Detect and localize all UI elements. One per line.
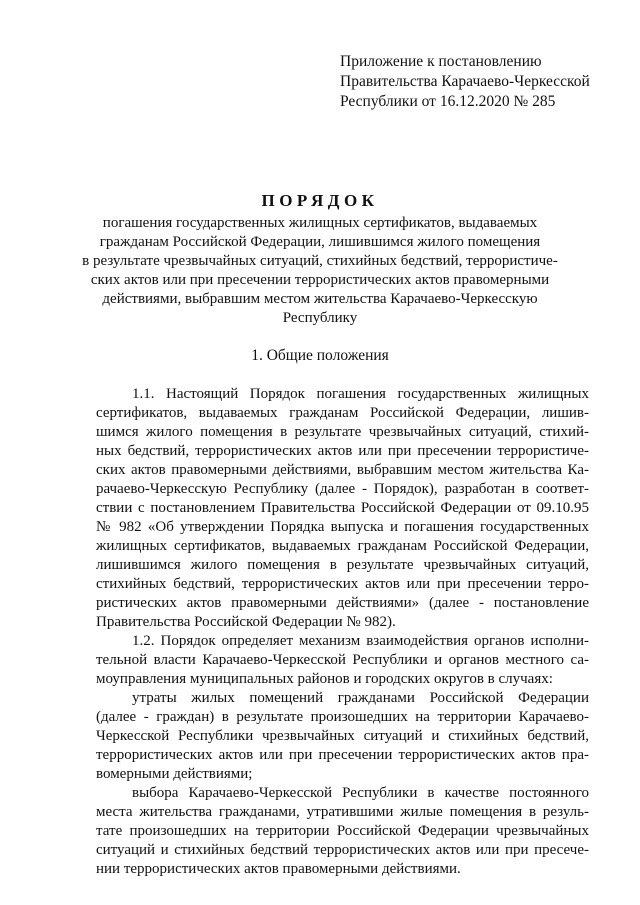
paragraph-line: жилищных сертификатов, выдаваемых гражданам Российской Федерации, — [96, 538, 589, 554]
paragraph-line: 1.1. Настоящий Порядок погашения государственных жилищных — [132, 386, 589, 402]
paragraph-line: сертификатов, выдаваемых гражданам Российской Федерации, лишив- — [96, 405, 589, 421]
section-heading: 1. Общие положения — [251, 347, 389, 364]
paragraph-line: ных бедствий, террористических актов или при пресечении террористиче- — [96, 443, 589, 459]
subtitle-line: действиями, выбравшим местом жительства Карачаево-Черкесскую — [102, 291, 538, 307]
appendix-line-3: Республики от 16.12.2020 № 285 — [340, 93, 556, 110]
paragraph-line: места жительства гражданами, утратившими жилые помещения в резуль- — [96, 804, 589, 820]
paragraph-line: вомерными действиями; — [96, 766, 253, 782]
subtitle-line: ских актов или при пресечении террористических актов правомерными — [90, 272, 550, 288]
paragraph-line: выбора Карачаево-Черкесской Республики в качестве постоянного — [132, 785, 589, 801]
paragraph-line: ствии с постановлением Правительства Российской Федерации от 09.10.95 — [96, 500, 589, 516]
paragraph-line: моуправления муниципальных районов и городских округов в случаях: — [96, 671, 553, 687]
document-title: ПОРЯДОК — [261, 191, 379, 210]
paragraph-line: стихийных бедствий, террористических актов или при пресечении терро- — [96, 576, 589, 592]
paragraph-line: (далее - граждан) в результате произошедших на территории Карачаево- — [96, 709, 589, 725]
subtitle-line: погашения государственных жилищных сертификатов, выдаваемых — [102, 215, 538, 231]
appendix-line-2: Правительства Карачаево-Черкесской — [340, 73, 590, 90]
paragraph-line: № 982 «Об утверждении Порядка выпуска и погашения государственных — [96, 519, 589, 535]
paragraph-line: Черкесской Республики чрезвычайных ситуаций и стихийных бедствий, — [96, 728, 589, 744]
paragraph-line: ситуаций и стихийных бедствий террористических актов или при пресече- — [96, 842, 589, 858]
paragraph-line: нии террористических актов правомерными действиями. — [96, 861, 461, 877]
paragraph-line: тельной власти Карачаево-Черкесской Республики и органов местного са- — [96, 652, 589, 668]
paragraph-line: 1.2. Порядок определяет механизм взаимодействия органов исполни- — [132, 633, 589, 649]
paragraph-line: тате произошедших на территории Российской Федерации чрезвычайных — [96, 823, 589, 839]
subtitle-line: гражданам Российской Федерации, лишившимся жилого помещения — [99, 234, 541, 250]
paragraph-line: ристических актов правомерными действиями» (далее - постановление — [96, 595, 589, 611]
appendix-line-1: Приложение к постановлению — [340, 53, 542, 70]
paragraph-line: Правительства Российской Федерации № 982). — [96, 614, 396, 630]
paragraph-line: утраты жилых помещений гражданами Российской Федерации — [132, 690, 589, 706]
subtitle-line: Республику — [282, 310, 358, 326]
paragraph-line: рачаево-Черкесскую Республику (далее - Порядок), разработан в соответ- — [96, 481, 589, 497]
paragraph-line: шимся жилого помещения в результате чрезвычайных ситуаций, стихий- — [96, 424, 589, 440]
paragraph-line: лишившимся жилого помещения в результате чрезвычайных ситуаций, — [96, 557, 589, 573]
paragraph-line: террористических актов или при пресечении террористических актов пра- — [96, 747, 589, 763]
subtitle-line: в результате чрезвычайных ситуаций, стихийных бедствий, террористиче- — [82, 253, 558, 269]
paragraph-line: ских актов правомерными действиями, выбравшим местом жительства Ка- — [96, 462, 589, 478]
